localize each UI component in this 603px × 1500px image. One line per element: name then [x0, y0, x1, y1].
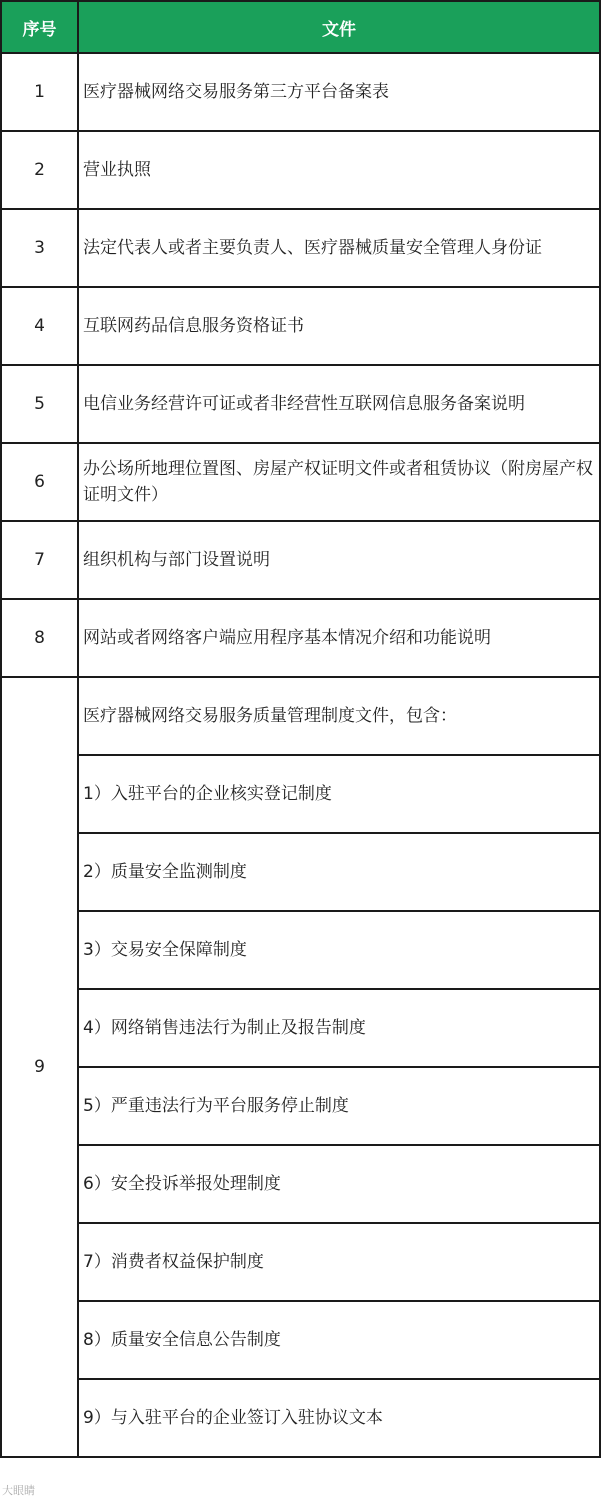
table-header-row [1, 1, 600, 53]
header-file: 文件 [78, 1, 600, 53]
table-row [1, 365, 600, 443]
table-row [1, 599, 600, 677]
row-file: 电信业务经营许可证或者非经营性互联网信息服务备案说明 [78, 365, 600, 443]
table-row [1, 53, 600, 131]
row-file: 互联网药品信息服务资格证书 [78, 287, 600, 365]
row-file: 医疗器械网络交易服务第三方平台备案表 [78, 53, 600, 131]
table-row [1, 287, 600, 365]
table-row [1, 677, 600, 755]
sub-item: 8）质量安全信息公告制度 [78, 1301, 600, 1379]
row-file: 医疗器械网络交易服务质量管理制度文件，包含： [78, 677, 600, 755]
sub-item: 4）网络销售违法行为制止及报告制度 [78, 989, 600, 1067]
row-no: 4 [1, 287, 78, 365]
sub-item-row [1, 1223, 600, 1301]
sub-item: 1）入驻平台的企业核实登记制度 [78, 755, 600, 833]
sub-item: 7）消费者权益保护制度 [78, 1223, 600, 1301]
row-file: 网站或者网络客户端应用程序基本情况介绍和功能说明 [78, 599, 600, 677]
sub-item-row [1, 755, 600, 833]
table-row [1, 131, 600, 209]
sub-item-row [1, 989, 600, 1067]
watermark [2, 1482, 35, 1498]
header-no: 序号 [1, 1, 78, 53]
sub-item-row [1, 1379, 600, 1457]
sub-item: 3）交易安全保障制度 [78, 911, 600, 989]
row-file: 办公场所地理位置图、房屋产权证明文件或者租赁协议（附房屋产权证明文件） [78, 443, 600, 521]
sub-item: 9）与入驻平台的企业签订入驻协议文本 [78, 1379, 600, 1457]
sub-item: 5）严重违法行为平台服务停止制度 [78, 1067, 600, 1145]
sub-item-row [1, 833, 600, 911]
sub-item: 2）质量安全监测制度 [78, 833, 600, 911]
sub-item-row [1, 1067, 600, 1145]
sub-item-row [1, 911, 600, 989]
row-no: 9 [1, 677, 78, 1457]
sub-item-row [1, 1145, 600, 1223]
row-no: 8 [1, 599, 78, 677]
row-no: 6 [1, 443, 78, 521]
row-no: 5 [1, 365, 78, 443]
row-file: 法定代表人或者主要负责人、医疗器械质量安全管理人身份证 [78, 209, 600, 287]
row-file: 组织机构与部门设置说明 [78, 521, 600, 599]
row-no: 1 [1, 53, 78, 131]
row-file: 营业执照 [78, 131, 600, 209]
watermark-text: 大眼睛 [2, 1484, 35, 1497]
sub-item: 6）安全投诉举报处理制度 [78, 1145, 600, 1223]
table-row [1, 521, 600, 599]
row-no: 2 [1, 131, 78, 209]
row-no: 7 [1, 521, 78, 599]
row-no: 3 [1, 209, 78, 287]
table-row [1, 443, 600, 521]
sub-item-row [1, 1301, 600, 1379]
table-row [1, 209, 600, 287]
